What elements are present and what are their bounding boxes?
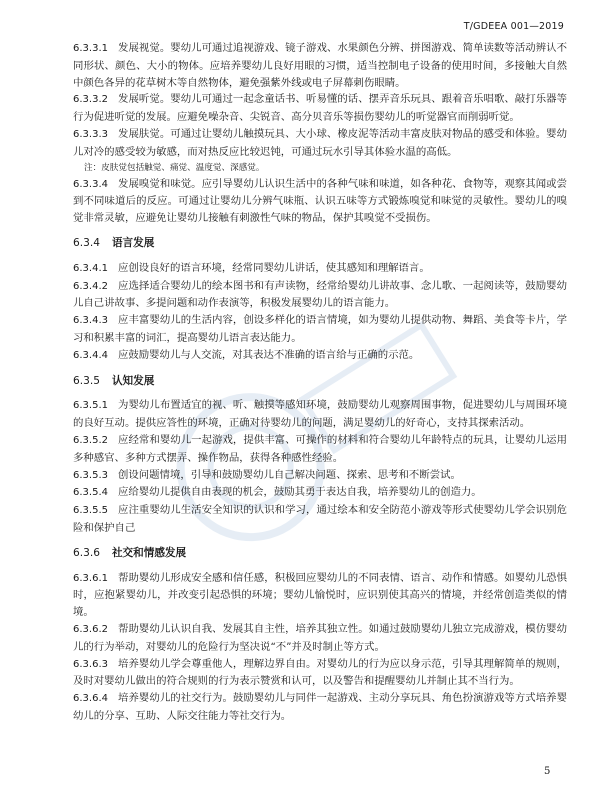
clause-paragraph: [73, 502, 567, 537]
clause-number: 6.3.5.2: [73, 434, 108, 446]
clause-text: 注：皮肤觉包括触觉、痛觉、温度觉、深感觉。: [84, 162, 265, 173]
clause-paragraph: [73, 467, 567, 485]
clause-number: 6.3.6.2: [73, 623, 108, 635]
clause-paragraph: [73, 176, 567, 227]
clause-text: 应给婴幼儿提供自由表现的机会，鼓励其勇于表达自我，培养婴幼儿的创造力。: [118, 486, 482, 499]
clause-number: 6.3.4: [73, 236, 100, 249]
clause-text: 帮助婴幼儿形成安全感和信任感，积极回应婴幼儿的不同表情、语言、动作和情感。如婴幼儿恐惧时，应抱紧婴幼儿，并改变引起恐惧的环境；婴幼儿愉悦时，应识别使其高兴的情境，并经常创造类似的情境。: [73, 571, 567, 619]
clause-number: 6.3.5.1: [73, 400, 108, 412]
clause-number: 6.3.6: [73, 546, 100, 559]
clause-paragraph: [73, 40, 567, 91]
clause-paragraph: [73, 656, 567, 691]
clause-paragraph: [73, 312, 567, 347]
clause-text: 发展嗅觉和味觉。应引导婴幼儿认识生活中的各种气味和味道，如各种花、食物等，观察其闻或尝到不同味道后的反应。可通过让婴幼儿分辨气味瓶、认识五味等方式锻炼嗅觉和味觉的灵敏性。婴幼儿的嗅觉非常灵敏，应避免让婴幼儿接触有刺激性气味的物品，保护其嗅觉不受损伤。: [73, 177, 567, 225]
clause-number: 6.3.6.1: [73, 572, 108, 584]
document-id-header: T/GDEEA 001—2019: [463, 21, 564, 32]
clause-number: 6.3.5.3: [73, 469, 108, 481]
clause-number: 6.3.5: [73, 374, 100, 387]
clause-text: 发展视觉。婴幼儿可通过追视游戏、镜子游戏、水果颜色分辨、拼图游戏、简单读数等活动辨认不同形状、颜色、大小的物体。应培养婴幼儿良好用眼的习惯，适当控制电子设备的使用时间，多接触大自然中颜色各异的花草树木等自然物体，避免强紫外线或电子屏幕刺伤眼睛。: [73, 42, 567, 89]
clause-number: 6.3.4.4: [73, 349, 108, 361]
clause-paragraph: [73, 347, 567, 365]
clause-text: 应经常和婴幼儿一起游戏，提供丰富、可操作的材料和符合婴幼儿年龄特点的玩具，让婴幼儿运用多种感官、多种方式摆弄、操作物品，获得各种感性经验。: [73, 433, 567, 464]
clause-text: 语言发展: [111, 236, 155, 249]
clause-number: 6.3.3.3: [73, 128, 108, 140]
clause-paragraph: [73, 397, 567, 432]
clause-paragraph: [73, 126, 567, 161]
clause-paragraph: [73, 91, 567, 126]
clause-text: 创设问题情境，引导和鼓励婴幼儿自己解决问题、探索、思考和不断尝试。: [118, 468, 461, 481]
clause-text: 发展肤觉。可通过让婴幼儿触摸玩具、大小球、橡皮泥等活动丰富皮肤对物品的感受和体验。婴幼儿对冷的感受较为敏感，而对热反应比较迟钝，可通过玩水引导其体验水温的高低。: [73, 127, 567, 158]
clause-text: 帮助婴幼儿认识自我、发展其自主性，培养其独立性。如通过鼓励婴幼儿独立完成游戏，模仿婴幼儿的行为举动，对婴幼儿的危险行为坚决说“不”并及时制止等方式。: [73, 622, 567, 653]
clause-text: 培养婴幼儿学会尊重他人，理解边界自由。对婴幼儿的行为应以身示范，引导其理解简单的规则，及时对婴幼儿做出的符合规则的行为表示赞赏和认可，以及警告和提醒婴幼儿并制止其不当行为。: [73, 657, 567, 688]
section-heading: [73, 545, 567, 562]
clause-text: 培养婴幼儿的社交行为。鼓励婴幼儿与同伴一起游戏、主动分享玩具、角色扮演游戏等方式培养婴幼儿的分享、互助、人际交往能力等社交行为。: [73, 692, 567, 722]
clause-number: 6.3.4.3: [73, 315, 108, 327]
clause-paragraph: [73, 432, 567, 467]
clause-number: 6.3.5.5: [73, 505, 108, 517]
clause-paragraph: [73, 278, 567, 313]
clause-paragraph: [73, 260, 567, 278]
clause-paragraph: [73, 621, 567, 656]
clause-number: 6.3.4.2: [73, 280, 108, 292]
clause-number: 6.3.5.4: [73, 487, 108, 499]
page-number: 5: [544, 766, 551, 777]
clause-paragraph: [73, 570, 567, 621]
document-body: [73, 40, 567, 725]
clause-number: 6.3.3.1: [73, 43, 108, 54]
clause-text: 为婴幼儿布置适宜的视、听、触摸等感知环境，鼓励婴幼儿观察周围事物，促进婴幼儿与周围环境的良好互动。提供应答性的环境，正确对待婴幼儿的问题，满足婴幼儿的好奇心，支持其探索活动。: [73, 399, 567, 430]
clause-number: 6.3.4.1: [73, 262, 108, 274]
clause-text: 应注重婴幼儿生活安全知识的认识和学习，通过绘本和安全防范小游戏等形式使婴幼儿学会识别危险和保护自己: [73, 504, 567, 534]
clause-number: 6.3.6.4: [73, 693, 108, 705]
clause-number: 6.3.6.3: [73, 658, 108, 670]
clause-paragraph: [73, 484, 567, 502]
section-heading: [73, 373, 567, 390]
clause-text: 应创设良好的语言环境，经常同婴幼儿讲话，使其感知和理解语言。: [118, 261, 430, 274]
section-heading: [73, 235, 567, 252]
clause-text: 应丰富婴幼儿的生活内容，创设多样化的语言情境，如为婴幼儿提供动物、舞蹈、美食等卡片，学习和积累丰富的词汇，提高婴幼儿语言表达能力。: [73, 314, 567, 344]
clause-text: 认知发展: [111, 374, 155, 387]
clause-text: 发展听觉。婴幼儿可通过一起念童话书、听易懂的话、摆弄音乐玩具、跟着音乐唱歌、敲打乐器等行为促进听觉的发展。应避免噪杂音、尖锐音、高分贝音乐等损伤婴幼儿的听觉器官而削弱听觉。: [73, 93, 567, 124]
clause-text: 应选择适合婴幼儿的绘本图书和有声读物，经常给婴幼儿讲故事、念儿歌、一起阅读等，鼓励婴幼儿自己讲故事、多提问题和动作表演等，积极发展婴幼儿的语言能力。: [73, 279, 567, 310]
clause-text: 应鼓励婴幼儿与人交流，对其表达不准确的语言给与正确的示范。: [118, 348, 420, 361]
clause-number: 6.3.3.2: [73, 94, 108, 106]
clause-paragraph: [73, 690, 567, 725]
clause-number: 6.3.3.4: [73, 178, 108, 190]
clause-text: 社交和情感发展: [111, 546, 187, 559]
note-text: [84, 161, 567, 176]
